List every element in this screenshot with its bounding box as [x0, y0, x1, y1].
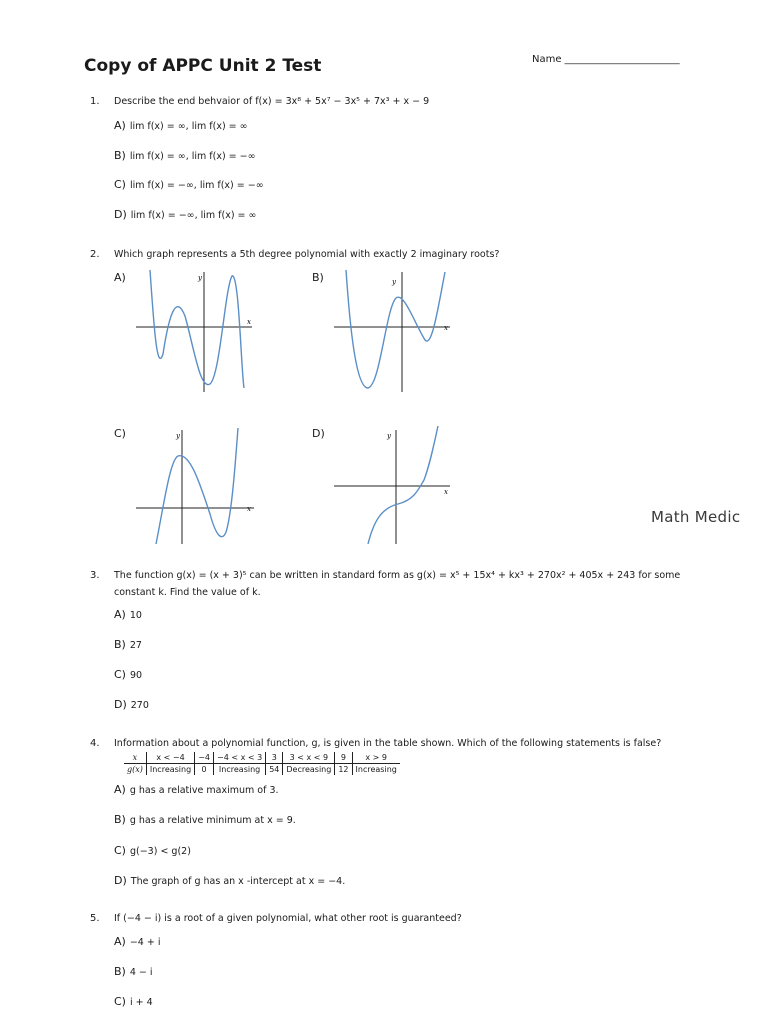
graph-b-x-label: x	[444, 324, 448, 332]
question-3-choice-b[interactable]: B) 27	[114, 638, 142, 651]
name-field-label: Name _______________________	[532, 54, 680, 65]
question-1-choice-d[interactable]: D) lim f(x) = −∞, lim f(x) = ∞	[114, 208, 257, 221]
question-3-text-line-1: The function g(x) = (x + 3)⁵ can be written in standard form as g(x) = x⁵ + 15x⁴ + kx³ + 270x² + 405x + 243 for some	[114, 570, 681, 581]
table-cell: Increasing	[146, 764, 194, 776]
graph-d-curve	[368, 426, 438, 544]
table-cell: 9	[335, 752, 352, 764]
table-cell: 12	[335, 764, 352, 776]
question-5-choice-a[interactable]: A) −4 + i	[114, 935, 161, 948]
table-cell: 3 < x < 9	[283, 752, 335, 764]
graph-d-y-label: y	[387, 432, 391, 440]
question-3-choice-c[interactable]: C) 90	[114, 668, 143, 681]
graph-d[interactable]	[328, 424, 458, 546]
graph-a[interactable]	[130, 268, 260, 394]
question-5-choice-b[interactable]: B) 4 − i	[114, 965, 153, 978]
question-1-choice-a[interactable]: A) lim f(x) = ∞, lim f(x) = ∞	[114, 119, 248, 132]
question-4-number: 4.	[90, 738, 100, 749]
question-4-choice-b[interactable]: B) g has a relative minimum at x = 9.	[114, 813, 296, 826]
table-cell: −4 < x < 3	[213, 752, 265, 764]
question-4-choice-a[interactable]: A) g has a relative maximum of 3.	[114, 783, 279, 796]
question-3-text-line-2: constant k. Find the value of k.	[114, 587, 261, 598]
table-cell: 0	[195, 764, 214, 776]
table-cell: Increasing	[352, 764, 400, 776]
graph-b-y-label: y	[392, 278, 396, 286]
question-3-choice-d[interactable]: D) 270	[114, 698, 149, 711]
question-3-choice-a[interactable]: A) 10	[114, 608, 142, 621]
table-row-g	[124, 764, 400, 776]
graph-c-curve	[156, 428, 238, 544]
question-1-text: Describe the end behvaior of f(x) = 3x⁸ + 5x⁷ − 3x⁵ + 7x³ + x − 9	[114, 96, 430, 107]
graph-b-label[interactable]: B)	[312, 271, 324, 284]
table-cell: Increasing	[213, 764, 265, 776]
table-cell: 54	[266, 764, 283, 776]
graph-d-x-label: x	[444, 488, 448, 496]
graph-a-y-label: y	[198, 274, 202, 282]
graph-b-curve	[346, 270, 445, 388]
question-5-number: 5.	[90, 913, 100, 924]
math-medic-logo: Math Medic	[651, 508, 741, 526]
table-cell: g(x)	[127, 765, 143, 774]
graph-c-label[interactable]: C)	[114, 427, 126, 440]
graph-c-x-label: x	[247, 505, 251, 513]
table-row-x	[124, 752, 400, 764]
question-4-choice-c[interactable]: C) g(−3) < g(2)	[114, 844, 191, 857]
page-title: Copy of APPC Unit 2 Test	[84, 56, 322, 76]
question-1-choice-b[interactable]: B) lim f(x) = ∞, lim f(x) = −∞	[114, 149, 256, 162]
graph-a-x-label: x	[247, 318, 251, 326]
graph-c-y-label: y	[176, 432, 180, 440]
question-3-number: 3.	[90, 570, 100, 581]
question-4-table	[124, 752, 400, 775]
table-cell: x < −4	[146, 752, 194, 764]
graph-b[interactable]	[328, 268, 458, 394]
question-1-number: 1.	[90, 96, 100, 107]
graph-a-label[interactable]: A)	[114, 271, 126, 284]
question-4-text: Information about a polynomial function, g, is given in the table shown. Which of the following statements is false?	[114, 738, 662, 749]
question-5-text: If (−4 − i) is a root of a given polynomial, what other root is guaranteed?	[114, 913, 462, 924]
question-2-number: 2.	[90, 249, 100, 260]
question-5-choice-c[interactable]: C) i + 4	[114, 995, 153, 1008]
table-cell: x > 9	[352, 752, 400, 764]
question-1-choice-c[interactable]: C) lim f(x) = −∞, lim f(x) = −∞	[114, 178, 264, 191]
graph-a-curve	[150, 270, 244, 388]
question-4-choice-d[interactable]: D) The graph of g has an x -intercept at x = −4.	[114, 874, 346, 887]
graph-c[interactable]	[130, 424, 260, 546]
question-2-text: Which graph represents a 5th degree polynomial with exactly 2 imaginary roots?	[114, 249, 500, 260]
table-cell: −4	[195, 752, 214, 764]
table-cell: x	[124, 752, 146, 764]
graph-d-label[interactable]: D)	[312, 427, 325, 440]
table-cell: Decreasing	[283, 764, 335, 776]
table-cell: 3	[266, 752, 283, 764]
